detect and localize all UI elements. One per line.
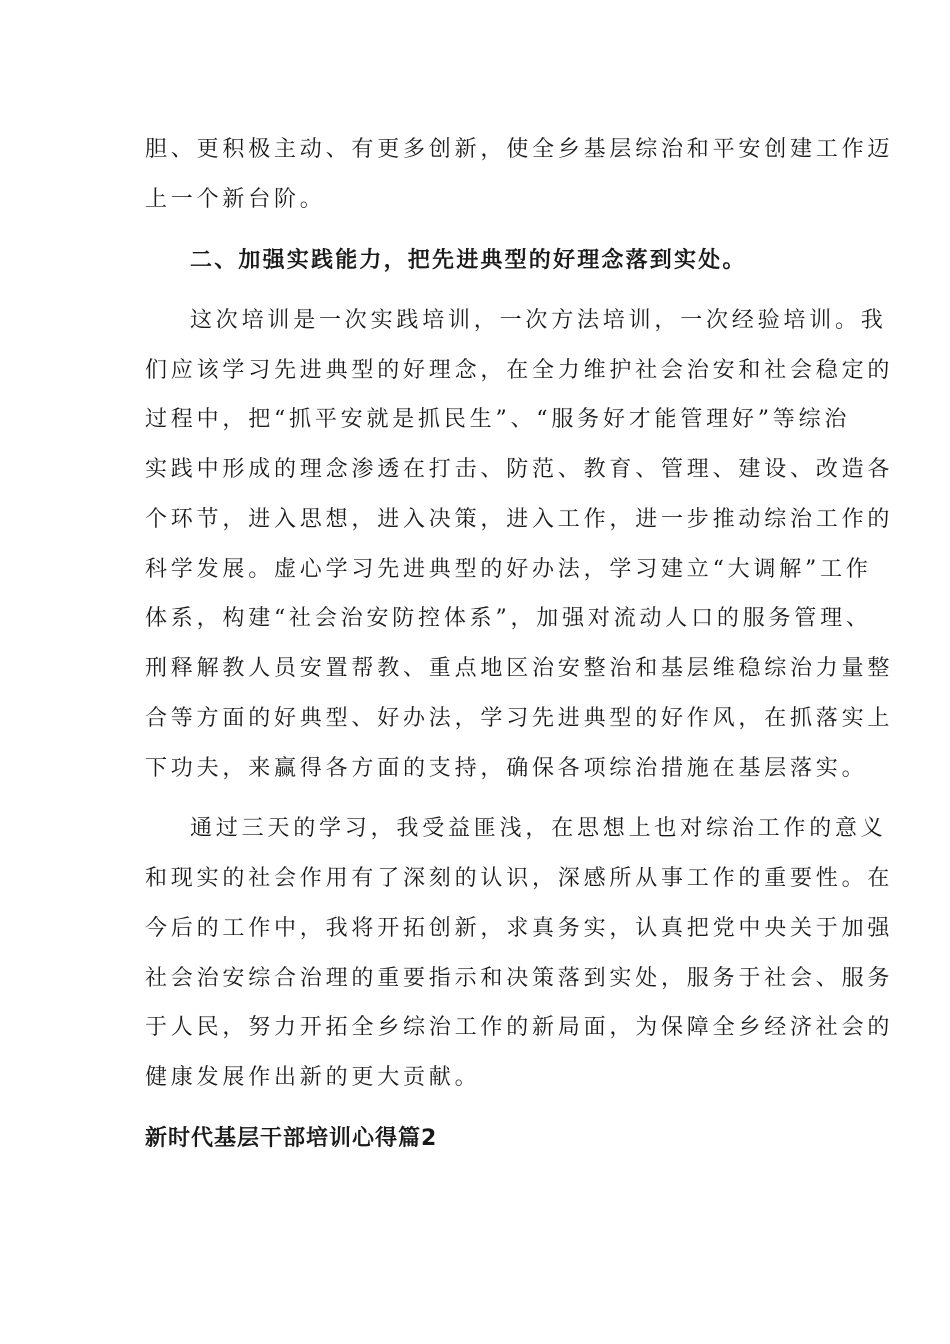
paragraph-line: 们应该学习先进典型的好理念，在全力维护社会治安和社会稳定的 — [145, 358, 894, 383]
section-heading: 二、加强实践能力，把先进典型的好理念落到实处。 — [190, 248, 747, 273]
paragraph-line: 刑释解教人员安置帮教、重点地区治安整治和基层维稳综治力量整 — [145, 656, 894, 681]
section-title: 新时代基层干部培训心得篇2 — [145, 1126, 438, 1151]
paragraph-line: 实践中形成的理念渗透在打击、防范、教育、管理、建设、改造各 — [145, 457, 894, 482]
paragraph-line: 这次培训是一次实践培训，一次方法培训，一次经验培训。我 — [190, 308, 887, 333]
paragraph-line: 社会治安综合治理的重要指示和决策落到实处，服务于社会、服务 — [145, 966, 894, 991]
paragraph-line: 科学发展。虚心学习先进典型的好办法，学习建立“大调解”工作 — [145, 557, 872, 582]
paragraph-line: 上一个新台阶。 — [145, 187, 326, 212]
paragraph-line: 体系，构建“社会治安防控体系”，加强对流动人口的服务管理、 — [145, 606, 872, 631]
paragraph-line: 合等方面的好典型、好办法，学习先进典型的好作风，在抓落实上 — [145, 706, 894, 731]
paragraph-line: 于人民，努力开拓全乡综治工作的新局面，为保障全乡经济社会的 — [145, 1015, 894, 1040]
paragraph-line: 今后的工作中，我将开拓创新，求真务实，认真把党中央关于加强 — [145, 916, 894, 941]
paragraph-line: 个环节，进入思想，进入决策，进入工作，进一步推动综治工作的 — [145, 507, 894, 532]
paragraph-line: 胆、更积极主动、有更多创新，使全乡基层综治和平安创建工作迈 — [145, 137, 894, 162]
paragraph-line: 通过三天的学习，我受益匪浅，在思想上也对综治工作的意义 — [190, 816, 887, 841]
paragraph-line: 下功夫，来赢得各方面的支持，确保各项综治措施在基层落实。 — [145, 756, 868, 781]
paragraph-line: 和现实的社会作用有了深刻的认识，深感所从事工作的重要性。在 — [145, 866, 894, 891]
paragraph-line: 健康发展作出新的更大贡献。 — [145, 1065, 481, 1090]
paragraph-line: 过程中，把“抓平安就是抓民生”、“服务好才能管理好”等综治 — [145, 407, 851, 432]
